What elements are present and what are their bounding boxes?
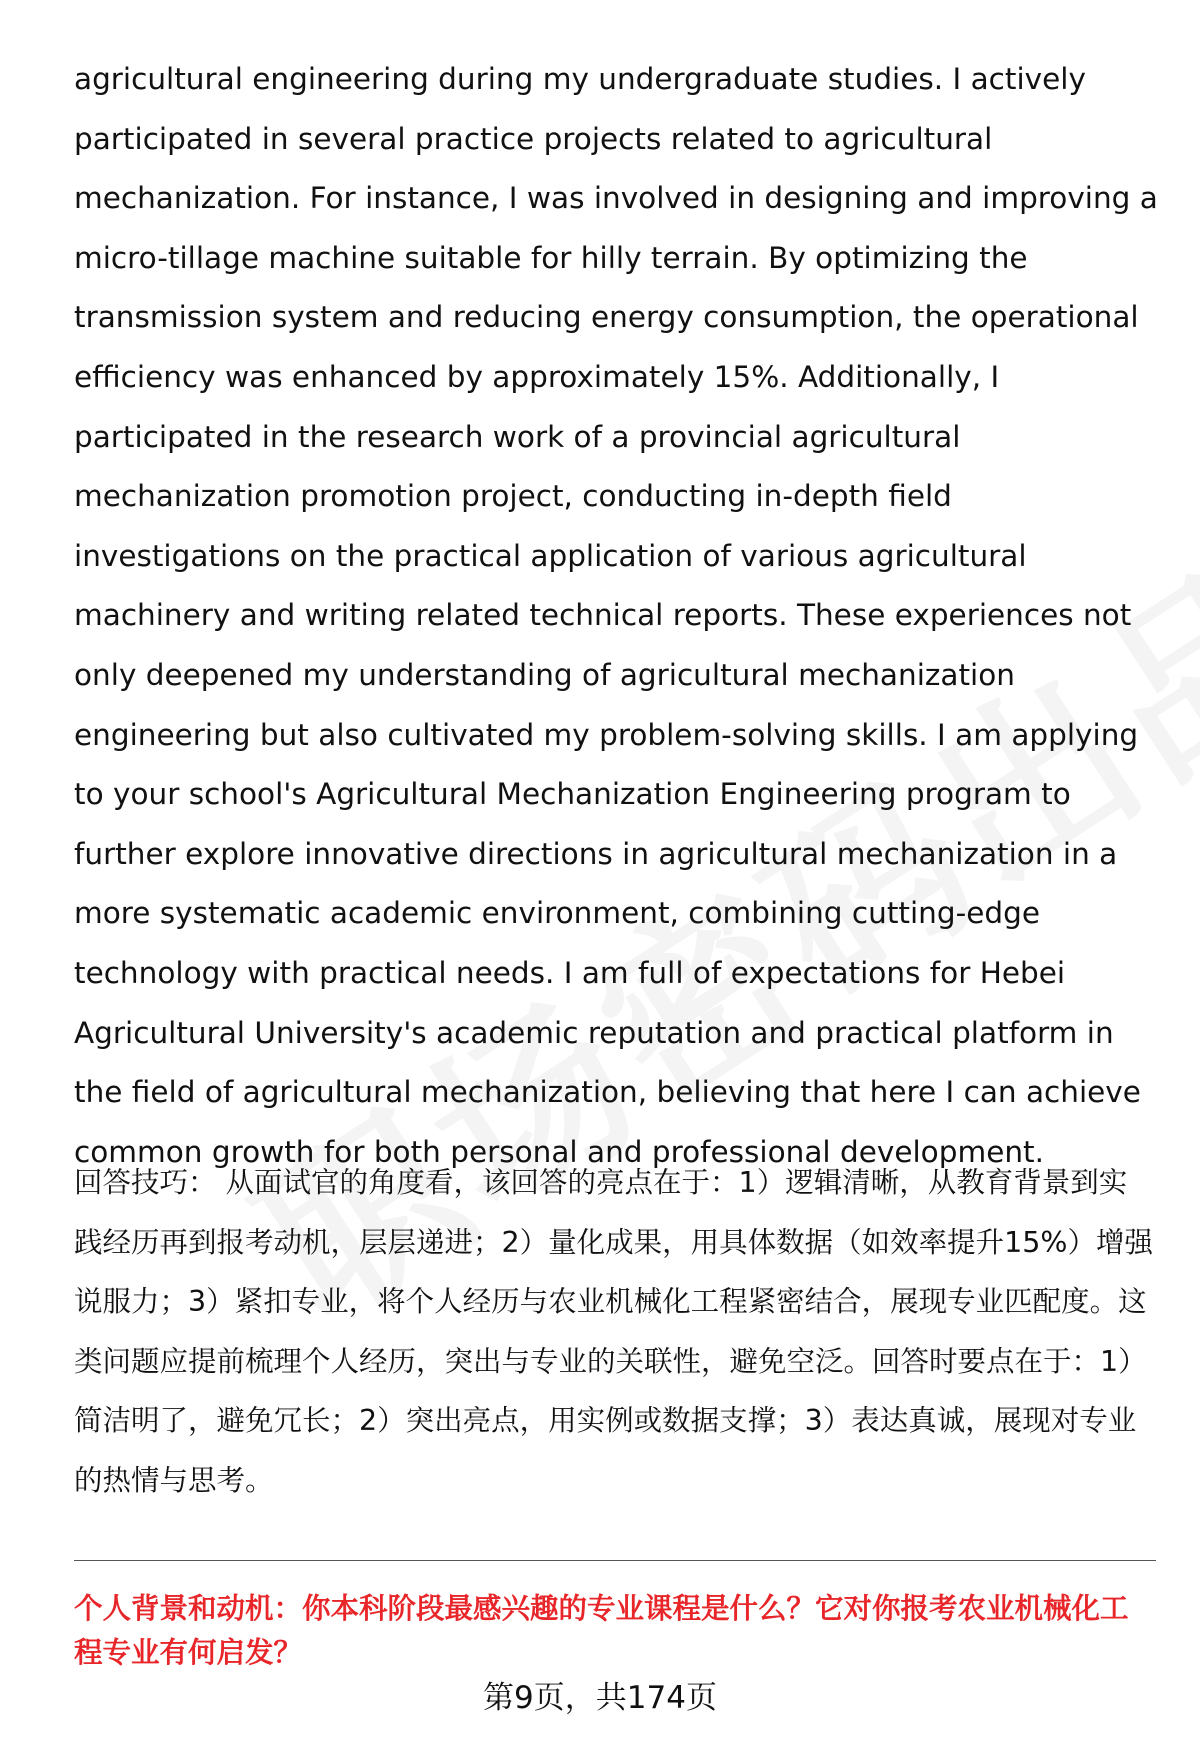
page-number: 第9页，共174页: [483, 1680, 717, 1716]
next-question-heading: 个人背景和动机：你本科阶段最感兴趣的专业课程是什么？它对你报考农业机械化工程专业有何启发？: [74, 1592, 1129, 1669]
answer-tips-paragraph: 回答技巧： 从面试官的角度看，该回答的亮点在于：1）逻辑清晰，从教育背景到实践经历再到报考动机，层层递进；2）量化成果，用具体数据（如效率提升15%）增强说服力；3）紧扣专业，将个人经历与农业机械化工程紧密结合，展现专业匹配度。这类问题应提前梳理个人经历，突出与专业的关联性，避免空泛。回答时要点在于：1）简洁明了，避免冗长；2）突出亮点，用实例或数据支撑；3）表达真诚，展现对专业的热情与思考。: [74, 1166, 1153, 1497]
section-divider: [74, 1560, 1156, 1561]
answer-paragraph: agricultural engineering during my undergraduate studies. I actively participated in several practice projects related to agricultural mechanization. For instance, I was involved in designing and improving a micro-tillage machine suitable for hilly terrain. By optimizing the transmission system and reducing energy consumption, the operational efficiency was enhanced by approximately 15%. Additionally, I participated in the research work of a provincial agricultural mechanization promotion project, conducting in-depth field investigations on the practical application of various agricultural machinery and writing related technical reports. These experiences not only deepened my understanding of agricultural mechanization engineering but also cultivated my problem-solving skills. I am applying to your school's Agricultural Mechanization Engineering program to further explore innovative directions in agricultural mechanization in a more systematic academic environment, combining cutting-edge technology with practical needs. I am full of expectations for Hebei Agricultural University's academic reputation and practical platform in the field of agricultural mechanization, believing that here I can achieve common growth for both personal and professional development.: [74, 62, 1158, 1169]
